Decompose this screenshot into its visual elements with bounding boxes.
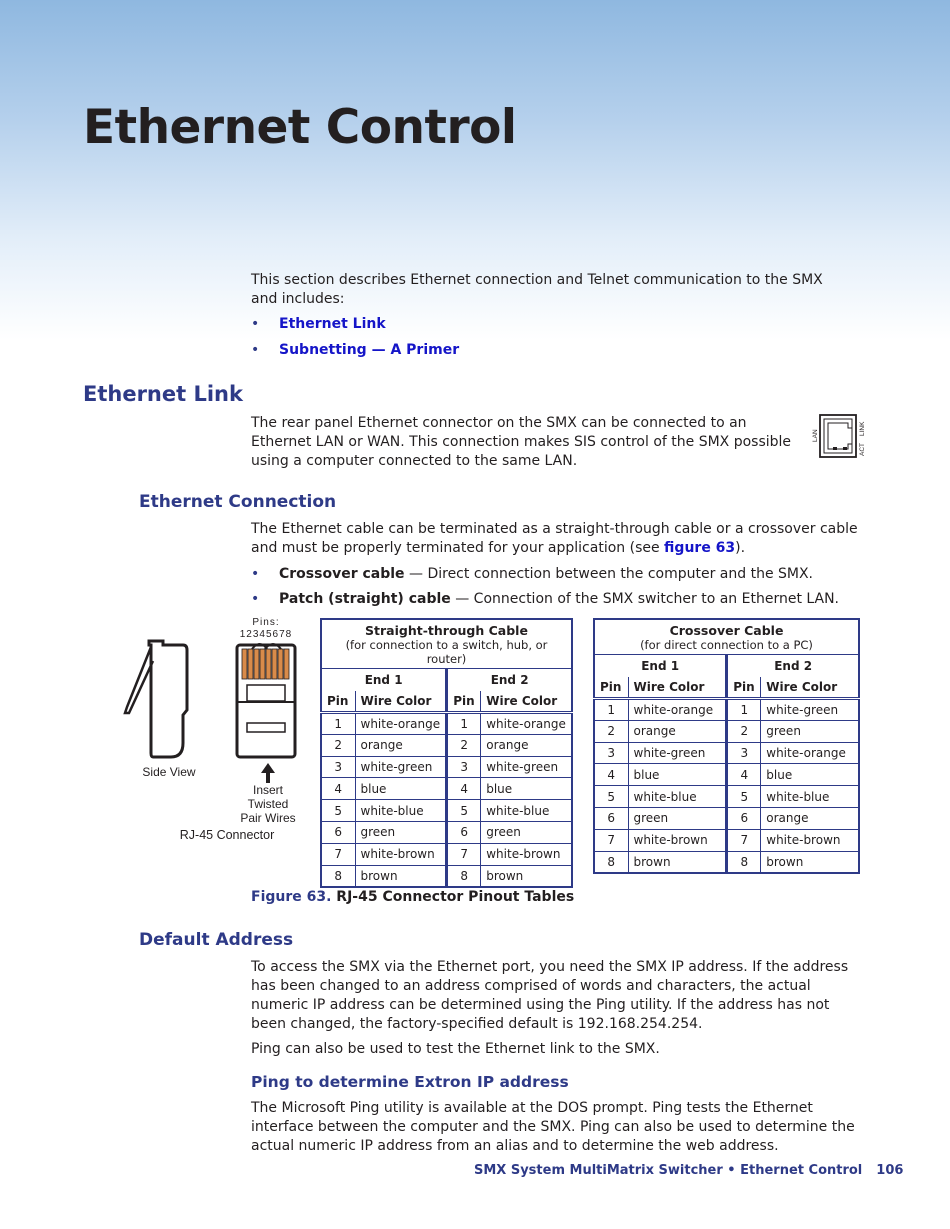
page-footer <box>474 1163 903 1178</box>
bullet-icon: • <box>251 316 260 332</box>
pin-cell: 6 <box>727 807 761 829</box>
table-caption <box>594 619 859 655</box>
pin-cell: 3 <box>447 756 481 778</box>
cable-bullet <box>251 565 813 584</box>
end1-header: End 1 <box>594 655 727 677</box>
page-title: Ethernet Control <box>83 100 517 155</box>
wire-color-cell: orange <box>481 734 572 756</box>
insert-line: Insert <box>252 783 283 797</box>
lan-port-icon <box>808 412 868 462</box>
pin-cell: 8 <box>594 851 628 873</box>
bullet-icon: • <box>251 342 260 358</box>
straight-rows <box>321 713 572 887</box>
ping-heading: Ping to determine Extron IP address <box>251 1073 569 1091</box>
wire-color-cell: blue <box>761 764 859 786</box>
wire-color-cell: white-blue <box>628 786 727 808</box>
wire-color-cell: white-orange <box>628 699 727 721</box>
pins-numbers: 12345678 <box>239 629 293 640</box>
figure-title: RJ-45 Connector Pinout Tables <box>331 889 575 905</box>
wire-color-cell: white-blue <box>761 786 859 808</box>
table-subtitle: (for connection to a switch, hub, or router) <box>345 638 548 666</box>
table-row <box>321 821 572 843</box>
pin-cell: 5 <box>727 786 761 808</box>
page-number: 106 <box>876 1163 904 1178</box>
text-segment: ). <box>735 540 746 556</box>
table-caption <box>321 619 572 669</box>
pin-cell: 3 <box>727 742 761 764</box>
pin-cell: 3 <box>321 756 355 778</box>
insert-line: Twisted <box>247 797 289 811</box>
default-address-text-2: Ping can also be used to test the Ethernet link to the SMX. <box>251 1041 660 1057</box>
crossover-rows <box>594 699 859 873</box>
wire-color-cell: white-orange <box>481 713 572 735</box>
pin-header: Pin <box>727 677 761 699</box>
wire-color-cell: green <box>355 821 447 843</box>
bullet-text <box>279 590 839 609</box>
pin-cell: 2 <box>727 720 761 742</box>
wire-color-cell: white-blue <box>355 800 447 822</box>
end2-header: End 2 <box>447 669 572 691</box>
wire-color-cell: blue <box>355 778 447 800</box>
wire-color-header: Wire Color <box>355 691 447 713</box>
pin-cell: 1 <box>447 713 481 735</box>
figure-caption <box>251 888 574 907</box>
wire-color-header: Wire Color <box>761 677 859 699</box>
pin-cell: 7 <box>447 843 481 865</box>
footer-text: SMX System MultiMatrix Switcher • Ethernet Control <box>474 1163 863 1178</box>
pin-cell: 6 <box>594 807 628 829</box>
ethernet-connection-text <box>251 520 861 558</box>
pin-cell: 2 <box>594 720 628 742</box>
wire-color-cell: white-green <box>355 756 447 778</box>
table-row <box>594 742 859 764</box>
pin-cell: 5 <box>321 800 355 822</box>
table-row <box>321 800 572 822</box>
wire-color-cell: brown <box>628 851 727 873</box>
wire-color-cell: orange <box>761 807 859 829</box>
pin-header: Pin <box>321 691 355 713</box>
bullet-desc: — Connection of the SMX switcher to an Ethernet LAN. <box>450 591 840 607</box>
crossover-table <box>593 618 860 874</box>
pin-cell: 2 <box>321 734 355 756</box>
table-row <box>321 713 572 735</box>
figure-63-link[interactable]: figure 63 <box>664 540 736 556</box>
table-title: Crossover Cable <box>669 623 784 638</box>
table-row <box>594 764 859 786</box>
pin-header: Pin <box>447 691 481 713</box>
text-segment: The Ethernet cable can be terminated as a straight-through cable or a crossover cable and must be properly terminated for your application (see <box>251 521 858 556</box>
table-row <box>594 807 859 829</box>
wire-color-cell: white-brown <box>628 829 727 851</box>
end1-header: End 1 <box>321 669 447 691</box>
table-row <box>321 756 572 778</box>
straight-through-table <box>320 618 573 888</box>
ping-text: The Microsoft Ping utility is available at the DOS prompt. Ping tests the Ethernet interface between the computer and the SMX. Ping can also be used to determine the actual numeric IP address from an alias and to determine the web address. <box>251 1100 855 1154</box>
bullet-term: Crossover cable <box>279 566 405 582</box>
table-row <box>594 829 859 851</box>
pin-cell: 4 <box>727 764 761 786</box>
bullet-icon: • <box>251 566 260 582</box>
wire-color-cell: white-green <box>628 742 727 764</box>
ethernet-link-text: The rear panel Ethernet connector on the SMX can be connected to an Ethernet LAN or WAN. This connection makes SIS control of the SMX possible using a computer connected to the same LAN. <box>251 415 792 469</box>
pin-cell: 2 <box>447 734 481 756</box>
bullet-desc: — Direct connection between the computer and the SMX. <box>404 566 814 582</box>
act-label: ACT <box>859 443 866 456</box>
pins-label: Pins: <box>252 617 280 628</box>
insert-label <box>228 783 308 825</box>
pin-cell: 4 <box>447 778 481 800</box>
pin-cell: 7 <box>321 843 355 865</box>
table-row <box>321 843 572 865</box>
ethernet-link-heading: Ethernet Link <box>83 382 243 406</box>
wire-color-cell: white-brown <box>355 843 447 865</box>
ethernet-link-link[interactable]: Ethernet Link <box>279 316 386 332</box>
wire-color-cell: white-blue <box>481 800 572 822</box>
pin-cell: 4 <box>321 778 355 800</box>
table-row <box>321 778 572 800</box>
pin-cell: 1 <box>321 713 355 735</box>
wire-color-cell: white-orange <box>355 713 447 735</box>
wire-color-cell: white-brown <box>761 829 859 851</box>
end2-header: End 2 <box>727 655 859 677</box>
wire-color-cell: brown <box>355 865 447 887</box>
subnetting-link[interactable]: Subnetting — A Primer <box>279 342 460 358</box>
wire-color-cell: white-green <box>481 756 572 778</box>
wire-color-header: Wire Color <box>628 677 727 699</box>
pin-cell: 6 <box>321 821 355 843</box>
rj45-connector-label: RJ-45 Connector <box>179 828 275 842</box>
wire-color-cell: blue <box>628 764 727 786</box>
table-row <box>321 734 572 756</box>
pin-cell: 8 <box>447 865 481 887</box>
lan-label: LAN <box>812 429 819 442</box>
pin-cell: 1 <box>727 699 761 721</box>
bullet-icon: • <box>251 591 260 607</box>
bullet-text <box>279 565 813 584</box>
default-address-heading: Default Address <box>139 930 294 950</box>
pin-cell: 1 <box>594 699 628 721</box>
insert-line: Pair Wires <box>240 811 296 825</box>
wire-color-cell: green <box>481 821 572 843</box>
wire-color-cell: white-orange <box>761 742 859 764</box>
table-row <box>321 865 572 887</box>
table-row <box>594 786 859 808</box>
intro-link-item <box>251 341 459 360</box>
wire-color-cell: brown <box>761 851 859 873</box>
pin-header: Pin <box>594 677 628 699</box>
intro-link-item <box>251 315 386 334</box>
table-title: Straight-through Cable <box>365 623 528 638</box>
figure-label: Figure 63. <box>251 889 332 905</box>
table-row <box>594 720 859 742</box>
link-label: LINK <box>859 421 866 436</box>
wire-color-header: Wire Color <box>481 691 572 713</box>
pin-cell: 4 <box>594 764 628 786</box>
pin-cell: 3 <box>594 742 628 764</box>
default-address-text: To access the SMX via the Ethernet port, you need the SMX IP address. If the address has been changed to an address comprised of words and characters, the actual numeric IP address can be determined using the Ping utility. If the address has not been changed, the factory-specified default is 192.168.254.254. <box>251 959 849 1032</box>
table-row <box>594 851 859 873</box>
wire-color-cell: orange <box>355 734 447 756</box>
pin-cell: 7 <box>594 829 628 851</box>
wire-color-cell: green <box>628 807 727 829</box>
wire-color-cell: white-green <box>761 699 859 721</box>
side-view-label: Side View <box>142 765 196 779</box>
wire-color-cell: orange <box>628 720 727 742</box>
wire-color-cell: blue <box>481 778 572 800</box>
bullet-term: Patch (straight) cable <box>279 591 451 607</box>
pin-cell: 6 <box>447 821 481 843</box>
wire-color-cell: green <box>761 720 859 742</box>
pin-cell: 5 <box>594 786 628 808</box>
pin-cell: 7 <box>727 829 761 851</box>
ethernet-connection-heading: Ethernet Connection <box>139 492 337 512</box>
table-row <box>594 699 859 721</box>
pin-cell: 8 <box>727 851 761 873</box>
pin-cell: 5 <box>447 800 481 822</box>
cable-bullet <box>251 590 839 609</box>
intro-text: This section describes Ethernet connection and Telnet communication to the SMX and includes: <box>251 272 823 307</box>
table-subtitle: (for direct connection to a PC) <box>640 638 813 652</box>
wire-color-cell: brown <box>481 865 572 887</box>
pin-cell: 8 <box>321 865 355 887</box>
wire-color-cell: white-brown <box>481 843 572 865</box>
